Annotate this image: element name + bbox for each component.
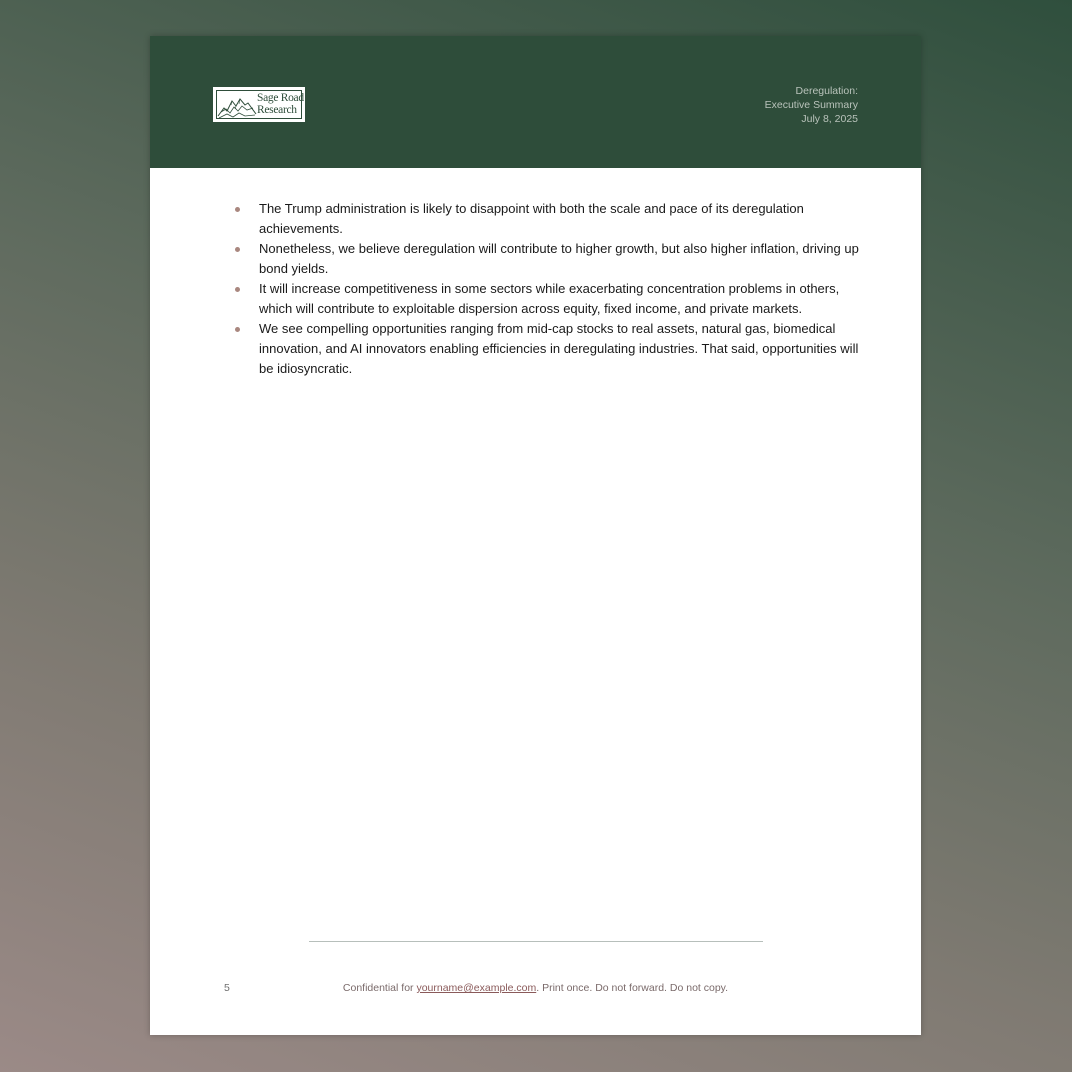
report-title: Deregulation:	[795, 85, 858, 97]
mountain-logo-icon	[217, 92, 257, 120]
report-meta	[765, 84, 858, 126]
summary-bullet-list	[235, 199, 865, 379]
page-number: 5	[224, 982, 230, 994]
report-date: July 8, 2025	[801, 113, 858, 125]
confidential-notice: Confidential for yourname@example.com. Print once. Do not forward. Do not copy.	[342, 982, 729, 994]
bullet-dot-icon	[235, 287, 240, 292]
bullet-item: Nonetheless, we believe deregulation will contribute to higher growth, but also higher inflation, driving up bond yields.	[235, 239, 865, 279]
bullet-dot-icon	[235, 327, 240, 332]
email-link[interactable]: yourname@example.com	[416, 982, 537, 994]
logo-wordmark: Sage Road Research	[257, 92, 304, 116]
bullet-item: It will increase competitiveness in some sectors while exacerbating concentration problems in others, which will contribute to exploitable dispersion across equity, fixed income, and private markets.	[235, 279, 865, 319]
sage-road-research-logo	[213, 87, 305, 122]
bullet-item: We see compelling opportunities ranging from mid-cap stocks to real assets, natural gas, biomedical innovation, and AI innovators enabling efficiencies in deregulating industries. That said, opportunities will be idiosyncratic.	[235, 319, 865, 379]
bullet-item: The Trump administration is likely to disappoint with both the scale and pace of its deregulation achievements.	[235, 199, 865, 239]
report-subtitle: Executive Summary	[764, 99, 858, 111]
document-page	[150, 36, 921, 1035]
bullet-dot-icon	[235, 247, 240, 252]
bullet-dot-icon	[235, 207, 240, 212]
footer-divider	[309, 941, 763, 942]
page-header	[150, 36, 921, 168]
